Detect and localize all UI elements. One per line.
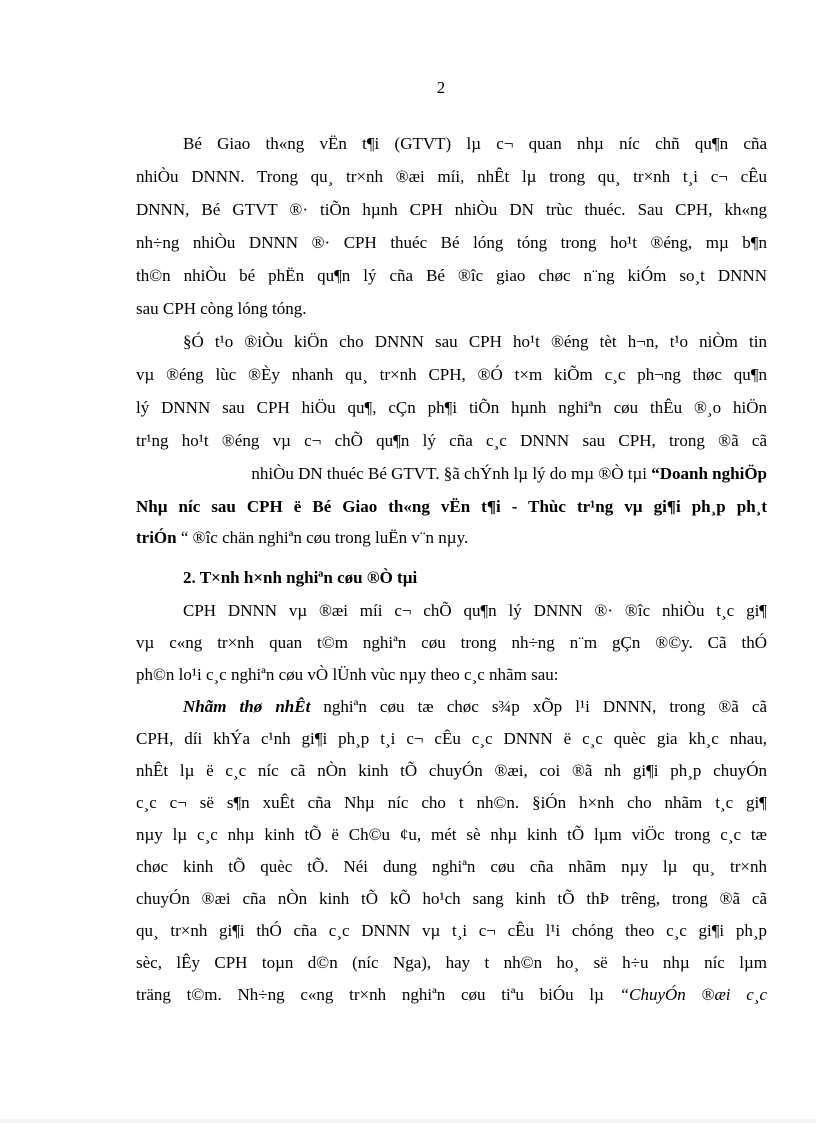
paragraph-2-line-5 [136, 464, 767, 484]
paragraph-2-line-7 [136, 528, 767, 548]
group-one-label: Nhãm thø nhÊt [183, 697, 311, 716]
paragraph-2-line-5-text: nhiÒu DN thuéc Bé GTVT. §ã chÝnh lµ lý do mµ ®Ò tµi [251, 464, 652, 483]
page-bottom-edge [0, 1119, 816, 1123]
paragraph-4-line-6: chøc kinh tÕ quèc tÕ. Néi dung nghiªn cøu cña nhãm nµy lµ qu¸ tr×nh [136, 857, 767, 876]
paragraph-3-line-2: vµ c«ng tr×nh quan t©m nghiªn cøu trong nh÷ng n¨m gÇn ®©y. Cã thÓ [136, 633, 767, 652]
paragraph-2-line-1: §Ó t¹o ®iÒu kiÖn cho DNNN sau CPH ho¹t ®éng tèt h¬n, t¹o niÒm tin [183, 332, 767, 351]
paragraph-2-line-4: tr¹ng ho¹t ®éng vµ c¬ chÕ qu¶n lý cña c¸c DNNN sau CPH, trong ®ã cã [136, 431, 767, 450]
paragraph-1-line-2: nhiÒu DNNN. Trong qu¸ tr×nh ®æi míi, nhÊt lµ trong qu¸ tr×nh t¸i c¬ cÊu [136, 167, 767, 186]
paragraph-1-line-4: nh÷ng nhiÒu DNNN ®· CPH thuéc Bé lóng tóng trong ho¹t ®éng, mµ b¶n [136, 233, 767, 252]
paragraph-4-line-2: CPH, díi khÝa c¹nh gi¶i ph¸p t¸i c¬ cÊu c¸c DNNN ë c¸c quèc gia kh¸c nhau, [136, 729, 767, 748]
paragraph-1-line-3: DNNN, Bé GTVT ®· tiÕn hµnh CPH nhiÒu DN trùc thuéc. Sau CPH, kh«ng [136, 200, 767, 219]
paragraph-2-line-2: vµ ®éng lùc ®Èy nhanh qu¸ tr×nh CPH, ®Ó t×m kiÕm c¸c ph¬ng thøc qu¶n [136, 365, 767, 384]
thesis-title-start: “Doanh nghiÖp [651, 464, 767, 483]
thesis-title-line-2: Nhµ níc sau CPH ë Bé Giao th«ng vËn t¶i - Thùc tr¹ng vµ gi¶i ph¸p ph¸t [136, 497, 767, 516]
paragraph-4-line-10 [136, 985, 767, 1005]
paragraph-4-line-8: qu¸ tr×nh gi¶i thÓ cña c¸c DNNN vµ t¸i c¬ cÊu l¹i chóng theo c¸c gi¶i ph¸p [136, 921, 767, 940]
paragraph-4-line-7: chuyÓn ®æi cña nÒn kinh tÕ kÕ ho¹ch sang kinh tÕ thÞ trêng, trong ®ã cã [136, 889, 767, 908]
paragraph-1-line-5: th©n nhiÒu bé phËn qu¶n lý cña Bé ®îc giao chøc n¨ng kiÓm so¸t DNNN [136, 266, 767, 285]
paragraph-4-line-9: sèc, lÊy CPH toµn d©n (níc Nga), hay t nh©n ho¸ së h÷u nhµ níc lµm [136, 953, 767, 972]
section-heading: 2. T×nh h×nh nghiªn cøu ®Ò tµi [183, 568, 418, 587]
paragraph-4-line-1 [183, 697, 767, 717]
cited-work-title: “ChuyÓn ®æi c¸c [619, 985, 767, 1004]
thesis-title-end: triÓn [136, 528, 177, 547]
paragraph-4-line-5: nµy lµ c¸c nhµ kinh tÕ ë Ch©u ¢u, mét sè nhµ kinh tÕ lµm viÖc trong c¸c tæ [136, 825, 767, 844]
paragraph-3-line-3: ph©n lo¹i c¸c nghiªn cøu vÒ lÜnh vùc nµy theo c¸c nhãm sau: [136, 665, 559, 684]
paragraph-4-line-1-text: nghiªn cøu tæ chøc s¾p xÕp l¹i DNNN, trong ®ã cã [310, 697, 767, 716]
paragraph-1-line-6: sau CPH còng lóng tóng. [136, 299, 307, 318]
paragraph-4-line-10-text: träng t©m. Nh÷ng c«ng tr×nh nghiªn cøu tiªu biÓu lµ [136, 985, 620, 1004]
paragraph-1-line-1: Bé Giao th«ng vËn t¶i (GTVT) lµ c¬ quan nhµ níc chñ qu¶n cña [183, 134, 767, 153]
page-number: 2 [436, 78, 446, 97]
paragraph-2-line-7-text: “ ®îc chän nghiªn cøu trong luËn v¨n nµy. [176, 528, 469, 547]
paragraph-2-line-3: lý DNNN sau CPH hiÖu qu¶, cÇn ph¶i tiÕn hµnh nghiªn cøu thÊu ®¸o hiÖn [136, 398, 767, 417]
paragraph-4-line-3: nhÊt lµ ë c¸c níc cã nÒn kinh tÕ chuyÓn ®æi, coi ®ã nh gi¶i ph¸p chuyÓn [136, 761, 767, 780]
paragraph-3-line-1: CPH DNNN vµ ®æi míi c¬ chÕ qu¶n lý DNNN ®· ®îc nhiÒu t¸c gi¶ [183, 601, 767, 620]
paragraph-4-line-4: c¸c c¬ së s¶n xuÊt cña Nhµ níc cho t nh©n. §iÓn h×nh cho nhãm t¸c gi¶ [136, 793, 767, 812]
